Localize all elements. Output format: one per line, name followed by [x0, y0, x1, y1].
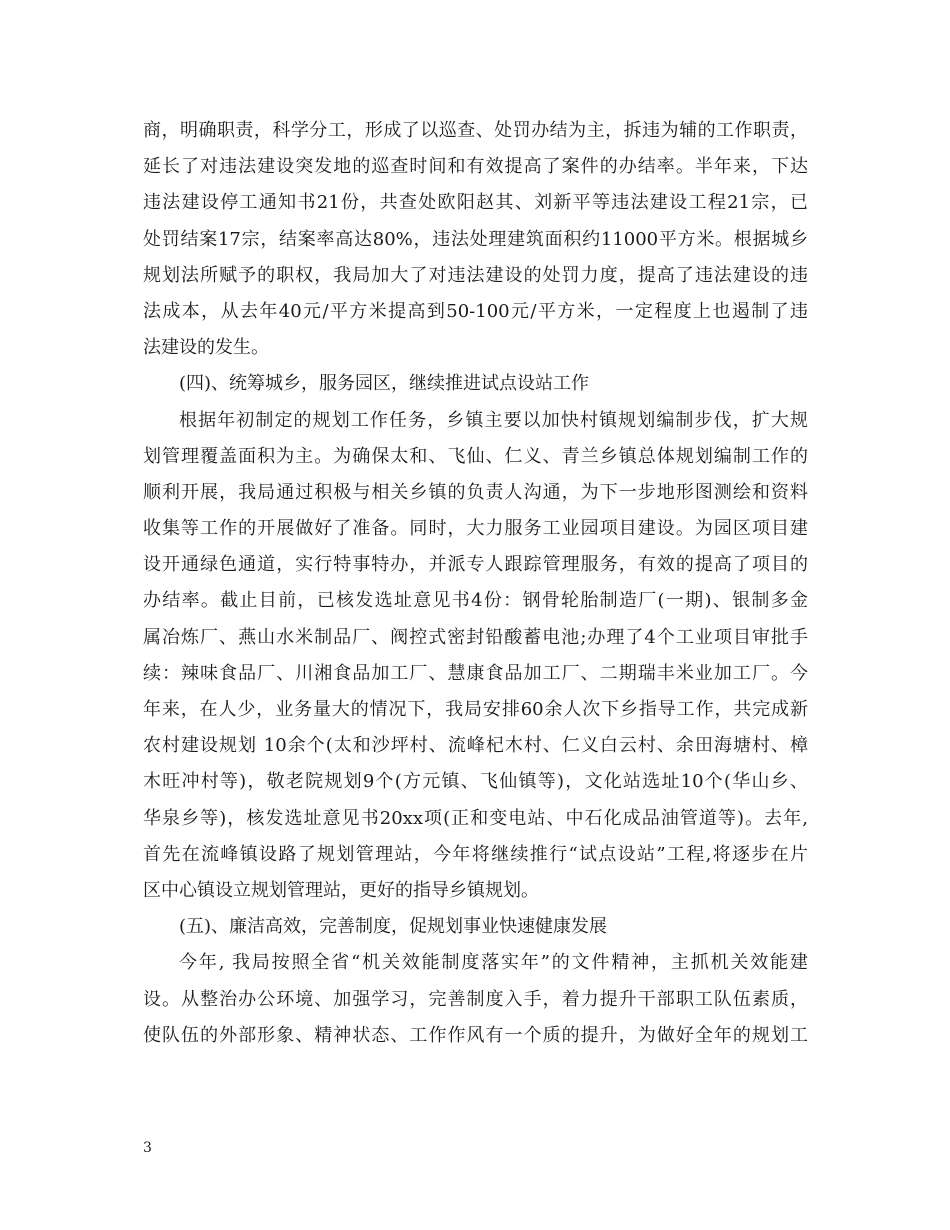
- paragraph-line: 法成本，从去年40元/平方米提高到50-100元/平方米，一定程度上也遏制了违: [143, 300, 808, 322]
- paragraph-line: 设。从整治办公环境、加强学习，完善制度入手，着力提升干部职工队伍素质，: [143, 988, 808, 1010]
- section-heading: (四)、统筹城乡，服务园区，继续推进试点设站工作: [179, 373, 590, 395]
- paragraph-line: 今年, 我局按照全省“机关效能制度落实年”的文件精神，主抓机关效能建: [179, 952, 808, 974]
- paragraph-line: 使队伍的外部形象、精神状态、工作作风有一个质的提升，为做好全年的规划工: [143, 1024, 808, 1046]
- paragraph-line: 设开通绿色通道，实行特事特办，并派专人跟踪管理服务，有效的提高了项目的: [143, 554, 808, 576]
- paragraph-line: 延长了对违法建设突发地的巡查时间和有效提高了案件的办结率。半年来，下达: [143, 156, 808, 178]
- paragraph-line: 首先在流峰镇设路了规划管理站，今年将继续推行“试点设站”工程,将逐步在片: [143, 843, 808, 865]
- paragraph-line: 续：辣味食品厂、川湘食品加工厂、慧康食品加工厂、二期瑞丰米业加工厂。今: [143, 662, 808, 684]
- section-heading: (五)、廉洁高效，完善制度，促规划事业快速健康发展: [179, 916, 608, 938]
- paragraph-line: 规划法所赋予的职权，我局加大了对违法建设的处罚力度，提高了违法建设的违: [143, 264, 808, 286]
- paragraph-line: 农村建设规划 10余个(太和沙坪村、流峰杞木村、仁义白云村、余田海塘村、樟: [143, 735, 808, 757]
- paragraph-line: 年来，在人少，业务量大的情况下，我局安排60余人次下乡指导工作，共完成新: [143, 699, 808, 720]
- paragraph-line: 属冶炼厂、燕山水米制品厂、阀控式密封铅酸蓄电池;办理了4个工业项目审批手: [143, 626, 808, 648]
- paragraph-line: 划管理覆盖面积为主。为确保太和、飞仙、仁义、青兰乡镇总体规划编制工作的: [143, 445, 808, 467]
- paragraph-line: 法建设的发生。: [143, 337, 269, 359]
- paragraph-line: 区中心镇设立规划管理站，更好的指导乡镇规划。: [143, 879, 539, 901]
- document-body: [143, 113, 808, 1054]
- paragraph-line: 违法建设停工通知书21份，共查处欧阳赵其、刘新平等违法建设工程21宗，已: [143, 192, 808, 214]
- paragraph-line: 办结率。截止目前，已核发选址意见书4份：钢骨轮胎制造厂(一期)、银制多金: [143, 590, 808, 612]
- paragraph-line: 顺利开展，我局通过积极与相关乡镇的负责人沟通，为下一步地形图测绘和资料: [143, 481, 808, 503]
- page-number: 3: [143, 1140, 152, 1156]
- paragraph-line: 木旺冲村等)，敬老院规划9个(方元镇、飞仙镇等)，文化站选址10个(华山乡、: [143, 771, 808, 793]
- paragraph-line: 华泉乡等)，核发选址意见书20xx项(正和变电站、中石化成品油管道等)。去年,: [143, 807, 808, 829]
- paragraph-line: 处罚结案17宗，结案率高达80%，违法处理建筑面积约11000平方米。根据城乡: [143, 228, 808, 250]
- paragraph-line: 收集等工作的开展做好了准备。同时，大力服务工业园项目建设。为园区项目建: [143, 518, 808, 540]
- paragraph-line: 根据年初制定的规划工作任务，乡镇主要以加快村镇规划编制步伐，扩大规: [179, 409, 808, 431]
- paragraph-line: 商，明确职责，科学分工，形成了以巡查、处罚办结为主，拆违为辅的工作职责，: [143, 120, 808, 141]
